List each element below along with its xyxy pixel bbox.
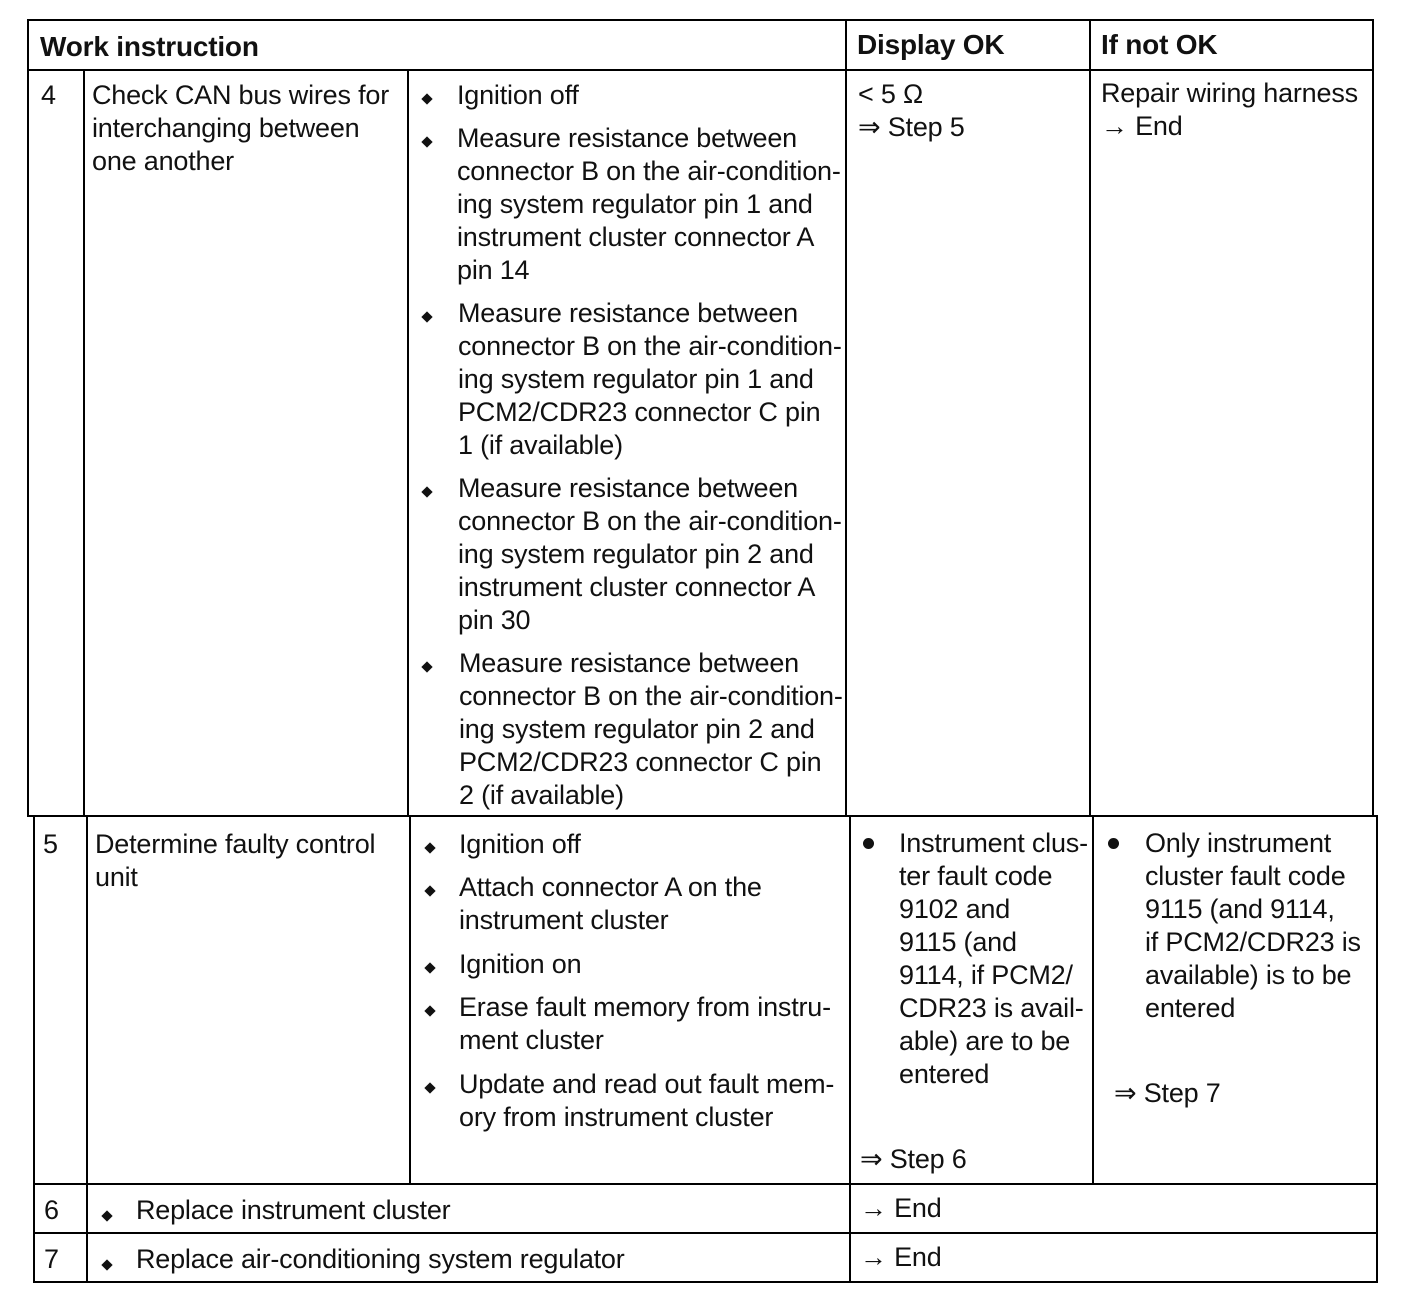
task-column-divider-a: [407, 69, 409, 817]
instruction-line: ing system regulator pin 1 and: [458, 364, 814, 394]
notok-column-divider-b: [1092, 815, 1094, 1185]
condition-line: available) is to be: [1145, 960, 1352, 990]
header-display-ok: Display OK: [857, 29, 1005, 60]
instruction-line: Ignition on: [459, 949, 582, 979]
step-column-divider-b: [86, 815, 88, 1283]
instruction-line: Replace instrument cluster: [136, 1195, 451, 1225]
if-not-ok-next-step: ⇒ Step 7: [1114, 1078, 1221, 1108]
table-border-top: [27, 19, 1374, 21]
table-border-right-bottom: [1376, 815, 1378, 1283]
instruction-line: connector B on the air-condition-: [459, 681, 843, 711]
result-end: → End: [860, 1242, 942, 1272]
table-border-bottom: [33, 1281, 1378, 1283]
diamond-bullet-icon: [421, 661, 432, 672]
condition-line: CDR23 is avail-: [899, 993, 1084, 1023]
instruction-line: pin 14: [457, 255, 530, 285]
instruction-line: Measure resistance between: [458, 473, 798, 503]
task-line: Check CAN bus wires for: [92, 80, 389, 110]
diamond-bullet-icon: [424, 842, 435, 853]
row-divider-4-5: [27, 815, 1378, 817]
diamond-bullet-icon: [101, 1210, 112, 1221]
instruction-line: connector B on the air-condition-: [458, 331, 842, 361]
instruction-line: Replace air-conditioning system regulator: [136, 1244, 625, 1274]
if-not-ok-action: Repair wiring harness: [1101, 78, 1358, 108]
display-ok-value: < 5 Ω: [858, 79, 923, 109]
instruction-line: connector B on the air-condition-: [458, 506, 842, 536]
instruction-line: Measure resistance between: [457, 123, 797, 153]
instruction-line: instrument cluster connector A: [458, 572, 816, 602]
diamond-bullet-icon: [424, 885, 435, 896]
instruction-line: Erase fault memory from instru-: [459, 992, 831, 1022]
round-bullet-icon: [863, 838, 874, 849]
instruction-line: Ignition off: [457, 80, 579, 110]
diamond-bullet-icon: [101, 1259, 112, 1270]
instruction-line: pin 30: [458, 605, 531, 635]
instruction-line: instrument cluster: [459, 905, 669, 935]
diamond-bullet-icon: [421, 93, 432, 104]
step-number: 6: [44, 1195, 59, 1225]
row-divider-6-7: [33, 1232, 1378, 1234]
condition-line: 9115 (and: [899, 927, 1017, 957]
step-column-divider-a: [83, 69, 85, 817]
instruction-line: 1 (if available): [458, 430, 623, 460]
condition-line: Instrument clus-: [899, 828, 1088, 858]
condition-line: cluster fault code: [1145, 861, 1346, 891]
condition-line: 9102 and: [899, 894, 1011, 924]
instruction-line: ing system regulator pin 1 and: [457, 189, 813, 219]
instruction-line: ing system regulator pin 2 and: [459, 714, 815, 744]
header-divider: [27, 69, 1374, 71]
instruction-line: Measure resistance between: [459, 648, 799, 678]
diamond-bullet-icon: [421, 486, 432, 497]
task-line: unit: [95, 862, 138, 892]
header-if-not-ok: If not OK: [1101, 29, 1218, 60]
display-ok-next-step: ⇒ Step 5: [858, 112, 965, 142]
instruction-line: PCM2/CDR23 connector C pin: [459, 747, 822, 777]
instruction-line: instrument cluster connector A: [457, 222, 815, 252]
diamond-bullet-icon: [421, 136, 432, 147]
step-number: 7: [44, 1244, 59, 1274]
if-not-ok-result: → End: [1101, 111, 1183, 141]
instruction-line: Attach connector A on the: [459, 872, 762, 902]
task-column-divider-b: [409, 815, 411, 1185]
instruction-line: ory from instrument cluster: [459, 1102, 774, 1132]
instruction-line: 2 (if available): [459, 780, 624, 810]
notok-column-divider-a: [1089, 19, 1091, 817]
table-border-left-bottom: [33, 815, 35, 1283]
table-border-right-top: [1372, 19, 1374, 817]
table-border-left-top: [27, 19, 29, 817]
row-divider-5-6: [33, 1183, 1378, 1185]
instruction-line: Ignition off: [459, 829, 581, 859]
condition-line: 9114, if PCM2/: [899, 960, 1073, 990]
instruction-line: connector B on the air-condition-: [457, 156, 841, 186]
instruction-line: Measure resistance between: [458, 298, 798, 328]
condition-line: if PCM2/CDR23 is: [1145, 927, 1361, 957]
step-number: 5: [43, 829, 58, 859]
task-line: Determine faulty control: [95, 829, 376, 859]
diamond-bullet-icon: [424, 1005, 435, 1016]
condition-line: 9115 (and 9114,: [1145, 894, 1335, 924]
result-end: → End: [860, 1193, 942, 1223]
instruction-line: Update and read out fault mem-: [459, 1069, 835, 1099]
display-column-divider-b: [849, 815, 851, 1283]
display-column-divider-a: [845, 19, 847, 817]
round-bullet-icon: [1108, 838, 1119, 849]
header-work-instruction: Work instruction: [40, 31, 259, 62]
diamond-bullet-icon: [424, 1082, 435, 1093]
instruction-line: ing system regulator pin 2 and: [458, 539, 814, 569]
step-number: 4: [41, 80, 56, 110]
task-line: one another: [92, 146, 234, 176]
instruction-line: ment cluster: [459, 1025, 604, 1055]
condition-line: Only instrument: [1145, 828, 1332, 858]
condition-line: able) are to be: [899, 1026, 1071, 1056]
task-line: interchanging between: [92, 113, 360, 143]
diamond-bullet-icon: [421, 311, 432, 322]
instruction-line: PCM2/CDR23 connector C pin: [458, 397, 821, 427]
diamond-bullet-icon: [424, 962, 435, 973]
display-ok-next-step: ⇒ Step 6: [860, 1144, 967, 1174]
condition-line: entered: [899, 1059, 990, 1089]
condition-line: ter fault code: [899, 861, 1053, 891]
condition-line: entered: [1145, 993, 1236, 1023]
